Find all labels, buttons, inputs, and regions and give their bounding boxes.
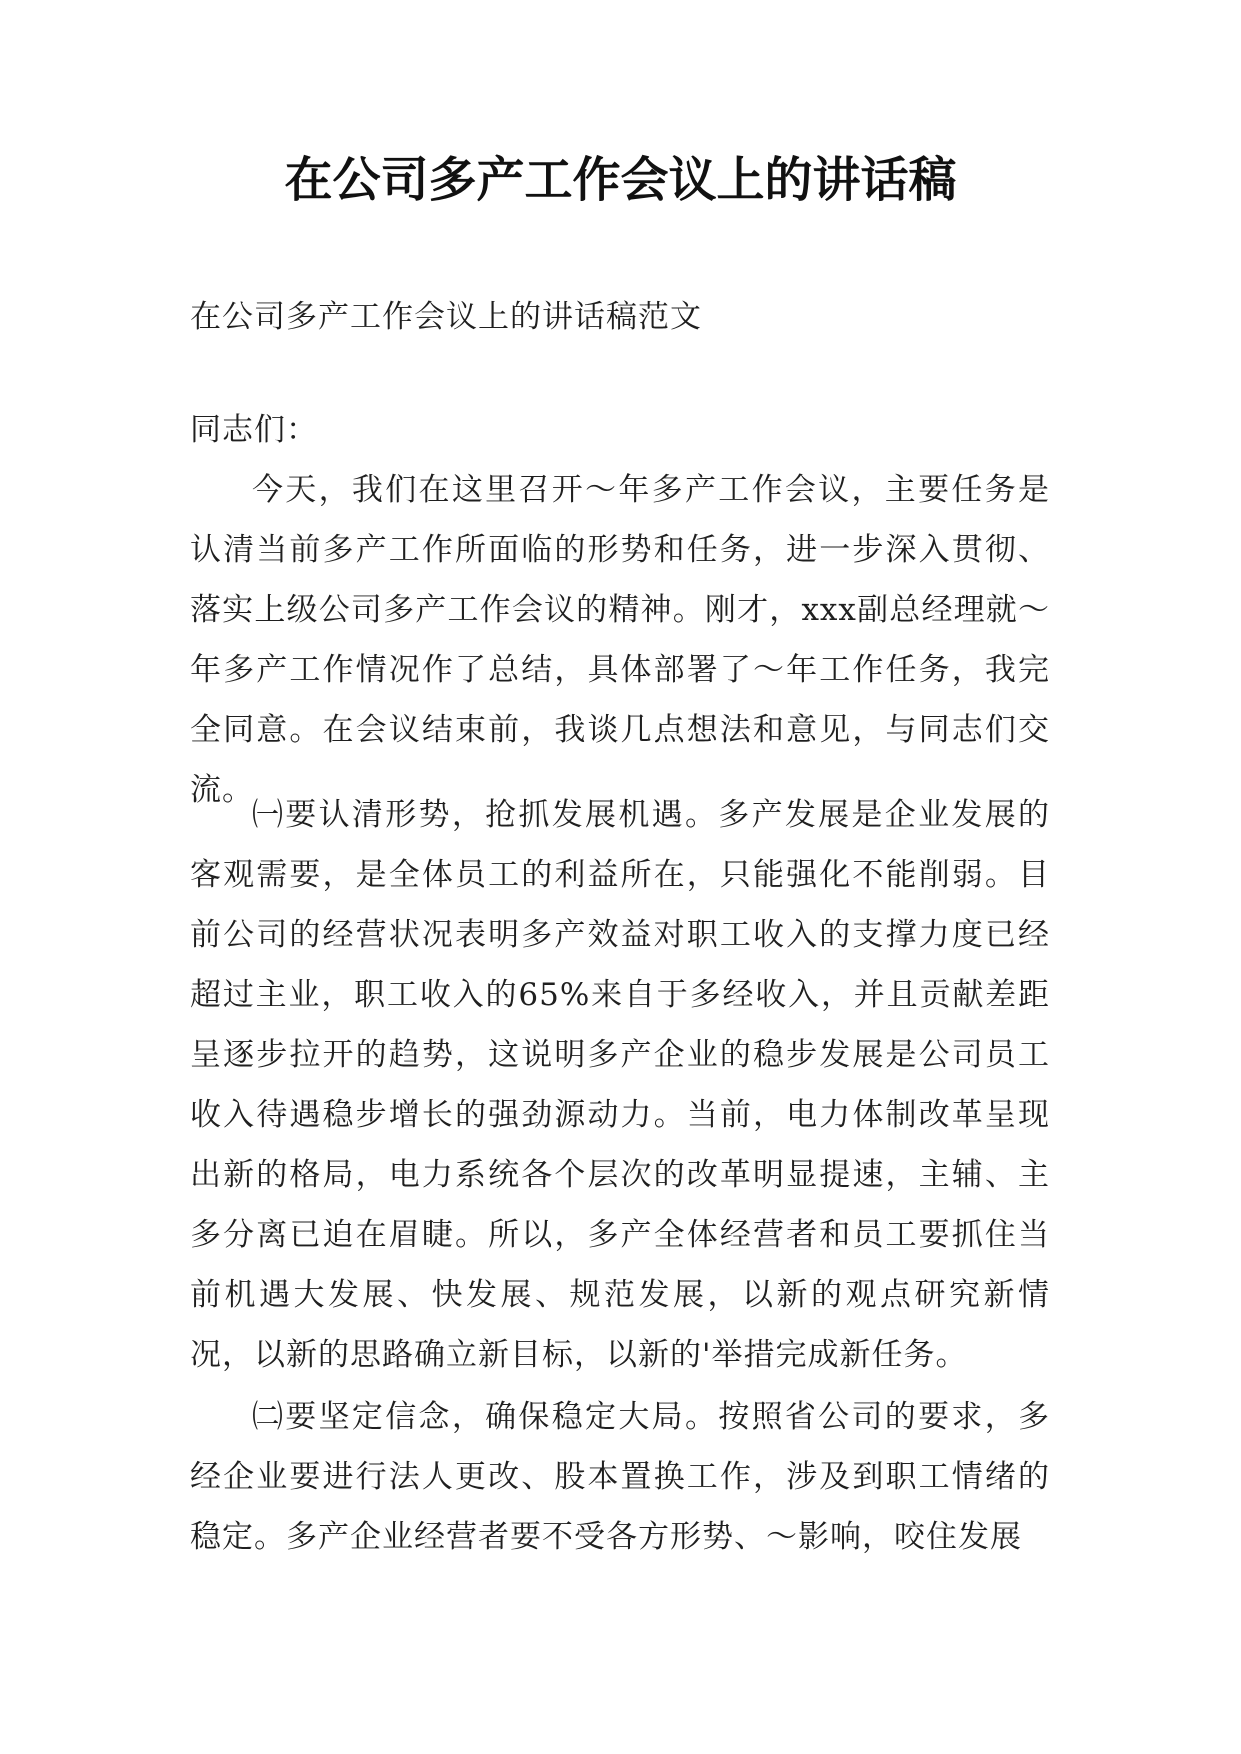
document-subtitle: 在公司多产工作会议上的讲话稿范文	[190, 299, 702, 335]
salutation: 同志们：	[190, 412, 318, 448]
paragraph-point-1: ㈠要认清形势，抢抓发展机遇。多产发展是企业发展的客观需要，是全体员工的利益所在，只能强化不能削弱。目前公司的经营状况表明多产效益对职工收入的支撑力度已经超过主业，职工收入的65%来自于多经收入，并且贡献差距呈逐步拉开的趋势，这说明多产企业的稳步发展是公司员工收入待遇稳步增长的强劲源动力。当前，电力体制改革呈现出新的格局，电力系统各个层次的改革明显提速，主辅、主多分离已迫在眉睫。所以，多产全体经营者和员工要抓住当前机遇大发展、快发展、规范发展，以新的观点研究新情况，以新的思路确立新目标，以新的'举措完成新任务。	[190, 797, 1050, 1373]
paragraph-point-2: ㈡要坚定信念，确保稳定大局。按照省公司的要求，多经企业要进行法人更改、股本置换工作，涉及到职工情绪的稳定。多产企业经营者要不受各方形势、～影响，咬住发展	[190, 1399, 1050, 1555]
paragraph-intro: 今天，我们在这里召开～年多产工作会议，主要任务是认清当前多产工作所面临的形势和任务，进一步深入贯彻、落实上级公司多产工作会议的精神。刚才，xxx副总经理就～年多产工作情况作了总结，具体部署了～年工作任务，我完全同意。在会议结束前，我谈几点想法和意见，与同志们交流。	[190, 472, 1050, 808]
document-title: 在公司多产工作会议上的讲话稿	[284, 152, 957, 208]
